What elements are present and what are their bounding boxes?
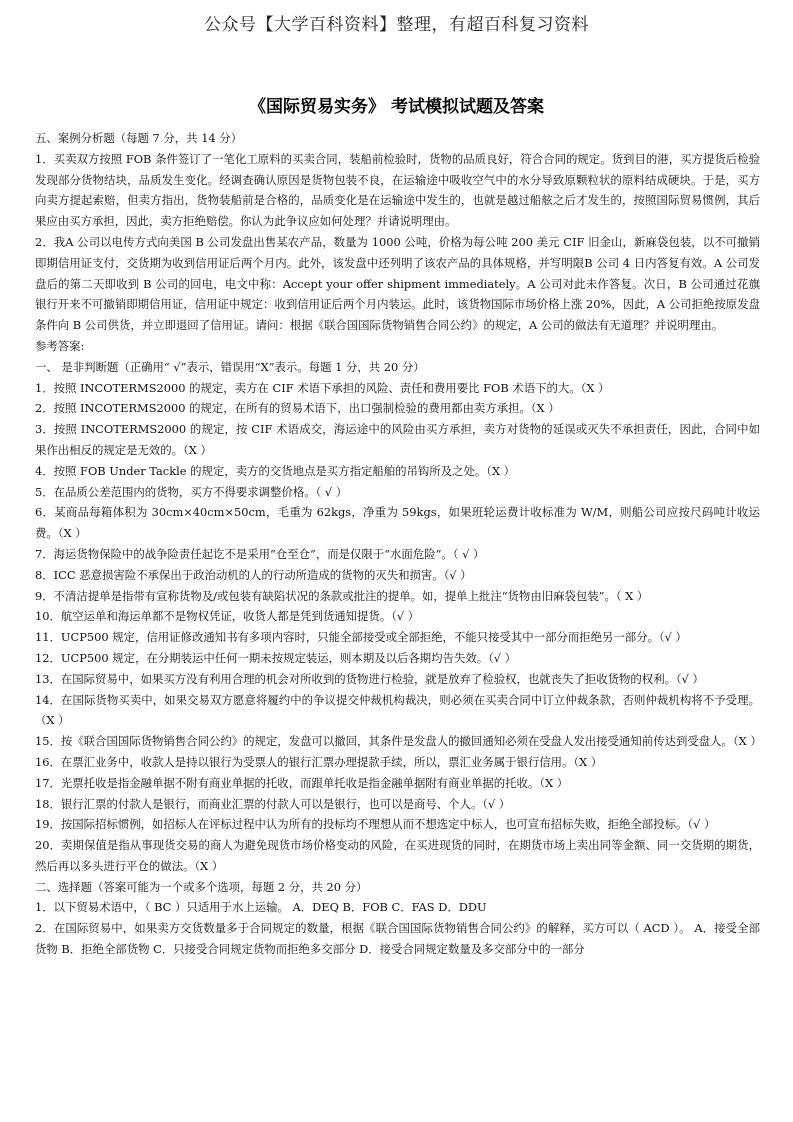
tf-item-6: 6．某商品每箱体积为 30cm×40cm×50cm，毛重为 62kgs，净重为 59kgs，如果班轮运费计收标准为 W/M，则船公司应按尺码吨计收运费。（X ） (35, 505, 760, 541)
tf-item-20: 20．卖期保值是指从事现货交易的商人为避免现货市场价格变动的风险，在买进现货的同时，在期货市场上卖出同等金额、同一交货期的期货，然后再以多头进行平仓的做法。（X ） (35, 838, 760, 873)
tf-item-8: 8．ICC 恶意损害险不承保出于政治动机的人的行动所造成的货物的灭失和损害。（√ ） (35, 567, 472, 582)
tf-item-17: 17．光票托收是指金融单据不附有商业单据的托收，而跟单托收是指金融单据附有商业单据的托收。（X ） (35, 775, 569, 790)
case-question-2: 2．我A 公司以电传方式向美国 B 公司发盘出售某农产品，数量为 1000 公吨，价格为每公吨 200 美元 CIF 旧金山，新麻袋包装，以不可撤销即期信用证支付，交货期为收到信用证后两个月内。此外，该发盘中还列明了该农产品的具体规格，并写明限B 公司 4 日内答复有效。A 公司发盘后的第二天即收到 B 公司的回电，电文中称：Accept your offer shipment immediately。A 公司对此未作答复。次日，B 公司通过花旗银行开来不可撤销即期信用证，信用证中规定：收到信用证后两个月内装运。此时，该货物国际市场价格上涨 20%，因此，A 公司拒绝按原发盘条件向 B 公司供货，并立即退回了信用证。请问：根据《联合国国际货物销售合同公约》的规定，A 公司的做法有无道理？并说明理由。 (35, 234, 760, 333)
section-heading-choice: 二、选择题（答案可能为一个或多个选项，每题 2 分，共 20 分） (35, 879, 368, 894)
tf-item-9: 9．不清洁提单是指带有宣称货物及/或包装有缺陷状况的条款或批注的提单。如，提单上批注“货物由旧麻袋包装”。（ X ） (35, 588, 649, 603)
choice-item-2: 2．在国际贸易中，如果卖方交货数量多于合同规定的数量，根据《联合国国际货物销售合同公约》的解释，买方可以（ ACD ）。 A．接受全部货物 B．拒绝全部货物 C．只接受合同规定货物而拒绝多交部分 D．接受合同规定数量及多交部分中的一部分 (35, 921, 760, 957)
choice-item-1: 1．以下贸易术语中，（ BC ）只适用于水上运输。 A．DEQ B．FOB C．FAS D．DDU (35, 900, 487, 915)
tf-item-18: 18．银行汇票的付款人是银行，而商业汇票的付款人可以是银行，也可以是商号、个人。（√ ） (35, 796, 511, 811)
tf-item-14: 14．在国际货物买卖中，如果交易双方愿意将履约中的争议提交仲裁机构裁决，则必须在买卖合同中订立仲裁条款，否则仲裁机构将不予受理。（X ） (35, 692, 760, 728)
tf-item-10: 10．航空运单和海运单都不是物权凭证，收货人都是凭到货通知提货。（√ ） (35, 609, 420, 624)
tf-item-16: 16．在票汇业务中，收款人是持以银行为受票人的银行汇票办理提款手续，所以，票汇业务属于银行信用。（X ） (35, 754, 603, 769)
tf-item-1: 1．按照 INCOTERMS2000 的规定，卖方在 CIF 术语下承担的风险、责任和费用要比 FOB 术语下的大。（X ） (35, 380, 610, 395)
document-title: 《国际贸易实务》 考试模拟试题及答案 (249, 97, 544, 117)
tf-item-11: 11．UCP500 规定，信用证修改通知书有多项内容时，只能全部接受或全部拒绝，不能只接受其中一部分而拒绝另一部分。（√ ） (35, 630, 687, 645)
section-heading-true-false: 一、 是非判断题（正确用“ √”表示，错误用“X”表示。每题 1 分，共 20 分） (35, 359, 425, 374)
tf-item-12: 12．UCP500 规定，在分期装运中任何一期未按规定装运，则本期及以后各期均告失效。（√ ） (35, 650, 517, 665)
document-body (35, 128, 760, 960)
tf-item-5: 5．在品质公差范围内的货物，买方不得要求调整价格。（ √ ） (35, 484, 348, 499)
tf-item-15: 15．按《联合国国际货物销售合同公约》的规定，发盘可以撤回，其条件是发盘人的撤回通知必须在受盘人发出接受通知前传达到受盘人。（X ） (35, 734, 762, 749)
tf-item-13: 13．在国际贸易中，如果买方没有利用合理的机会对所收到的货物进行检验，就是放弃了检验权，也就丧失了拒收货物的权利。（√ ） (35, 671, 704, 686)
tf-item-3: 3．按照 INCOTERMS2000 的规定，按 CIF 术语成交，海运途中的风险由买方承担，卖方对货物的延误或灭失不承担责任，因此，合同中如果作出相反的规定是无效的。（X ） (35, 422, 760, 457)
case-question-1: 1．买卖双方按照 FOB 条件签订了一笔化工原料的买卖合同，装船前检验时，货物的品质良好，符合合同的规定。货到目的港，买方提货后检验发现部分货物结块，品质发生变化。经调查确认原因是货物包装不良，在运输途中吸收空气中的水分导致原颗粒状的原料结成硬块。于是，买方向卖方提起索赔，但卖方指出，货物装船前是合格的，品质变化是在运输途中发生的，也就是越过船舷之后才发生的，按照国际贸易惯例，其后果应由买方承担，因此，卖方拒绝赔偿。你认为此争议应如何处理？并请说明理由。 (35, 151, 760, 229)
answers-label: 参考答案: (35, 338, 85, 353)
tf-item-2: 2．按照 INCOTERMS2000 的规定，在所有的贸易术语下，出口强制检验的费用都由卖方承担。（X ） (35, 401, 560, 416)
header-note: 公众号【大学百科资料】整理，有超百科复习资料 (204, 15, 589, 35)
section-heading-case-analysis: 五、案例分析题（每题 7 分，共 14 分） (35, 131, 243, 145)
tf-item-7: 7．海运货物保险中的战争险责任起讫不是采用“仓至仓”，而是仅限于“水面危险”。（ √ ） (35, 546, 485, 561)
tf-item-4: 4．按照 FOB Under Tackle 的规定，卖方的交货地点是买方指定船舶的吊钩所及之处。（X ） (35, 463, 516, 478)
tf-item-19: 19．按国际招标惯例，如招标人在评标过程中认为所有的投标均不理想从而不想选定中标人，也可宣布招标失败，拒绝全部投标。（√ ） (35, 817, 716, 832)
